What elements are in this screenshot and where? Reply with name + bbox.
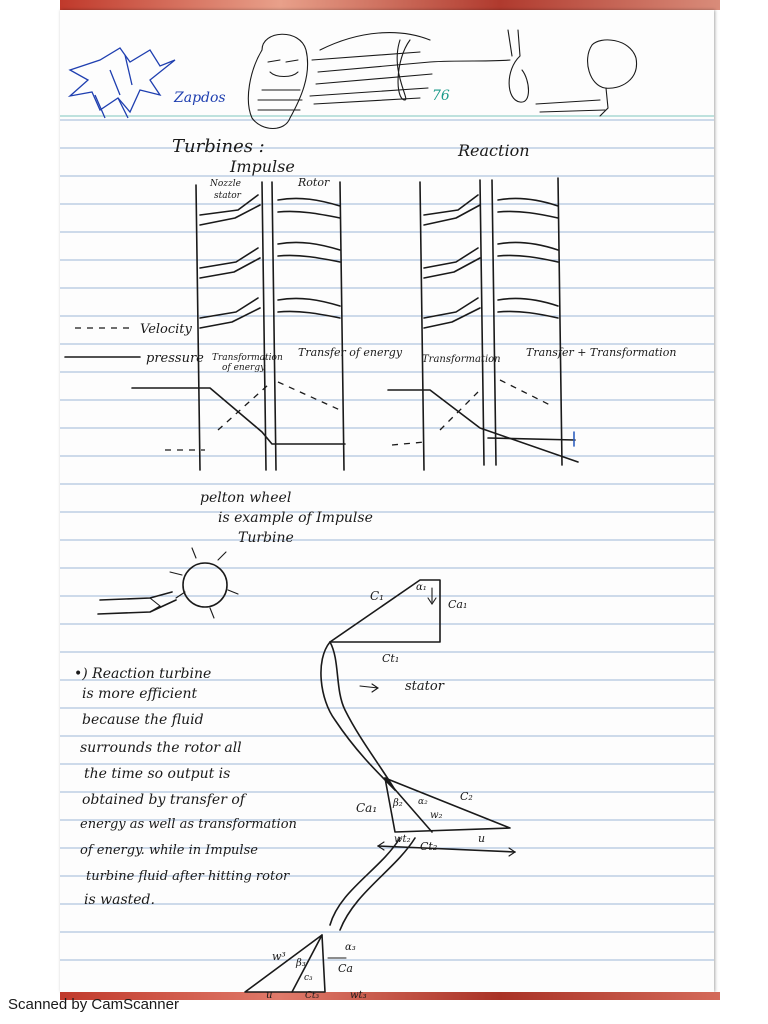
figure-doodle [508, 30, 637, 116]
reaction-note-line: surrounds the rotor all [80, 740, 242, 756]
ct1-label: Ct₁ [382, 652, 400, 665]
reaction-note-line: because the fluid [82, 712, 204, 728]
reaction-note-line: obtained by transfer of [82, 792, 245, 808]
stator-label: stator [405, 679, 444, 694]
transformation-energy-line1: Transformation [212, 353, 283, 363]
nozzle-label-line1: Nozzle [210, 179, 241, 189]
pelton-line2: is example of Impulse [218, 510, 373, 526]
scanner-watermark: Scanned by CamScanner [8, 996, 179, 1013]
pelton-line3: Turbine [238, 530, 294, 546]
zapdos-doodle [70, 48, 175, 118]
doodle-caption: Zapdos [174, 90, 226, 106]
reaction-note-line: is wasted. [84, 892, 155, 908]
c3-label: c₃ [304, 973, 313, 983]
reaction-note-line: the time so output is [84, 766, 231, 782]
transfer-energy-label: Transfer of energy [298, 346, 403, 359]
ct3-label: Ct₃ [305, 991, 320, 1001]
beta3-label: β₃ [296, 958, 306, 969]
impulse-label: Impulse [230, 157, 295, 176]
reaction-note-line: of energy. while in Impulse [80, 843, 258, 858]
nozzle-label-line2: stator [214, 191, 241, 201]
lines-doodle [310, 33, 510, 104]
face-doodle [248, 34, 307, 128]
ruled-lines [60, 116, 714, 960]
reaction-label: Reaction [458, 141, 530, 160]
w2-label: w₂ [430, 810, 443, 821]
ca-label: Ca [338, 962, 353, 975]
transfer-transformation-label: Transfer + Transformation [526, 346, 677, 359]
pelton-wheel-sketch [98, 548, 238, 618]
reaction-note-line: •) Reaction turbine [74, 666, 212, 682]
ct2-label: Ct₂ [420, 840, 438, 853]
u-bottom-label: u [266, 990, 273, 1001]
rotor-label: Rotor [298, 176, 330, 189]
page-number: 76 [432, 88, 450, 104]
beta2-label: β₂ [393, 798, 403, 809]
pelton-line1: pelton wheel [200, 490, 292, 506]
reaction-note-line: turbine fluid after hitting rotor [86, 869, 290, 884]
ca1-top-label: Ca₁ [448, 598, 468, 611]
transformation-energy-line2: of energy [222, 363, 266, 373]
reaction-blade-diagram [388, 178, 578, 470]
velocity-label: Velocity [140, 322, 192, 337]
c2-label: C₂ [460, 790, 473, 803]
wt3-label: wt₃ [350, 990, 367, 1001]
wt2-label: wt₂ [394, 834, 411, 845]
pressure-label: pressure [146, 351, 204, 366]
alpha1-label: α₁ [416, 582, 427, 593]
c1-label: C₁ [370, 589, 384, 603]
alpha2-label: α₂ [418, 797, 428, 807]
reaction-note-line: is more efficient [82, 686, 198, 702]
ca1-label: Ca₁ [356, 801, 378, 815]
reaction-note [74, 666, 297, 908]
reaction-note-line: energy as well as transformation [80, 817, 297, 832]
u-mid-label: u [478, 832, 486, 845]
turbines-title: Turbines : [172, 136, 265, 157]
transformation-label: Transformation [422, 354, 501, 365]
alpha3-label: α₃ [345, 942, 356, 953]
w3-label: w³ [272, 950, 286, 963]
